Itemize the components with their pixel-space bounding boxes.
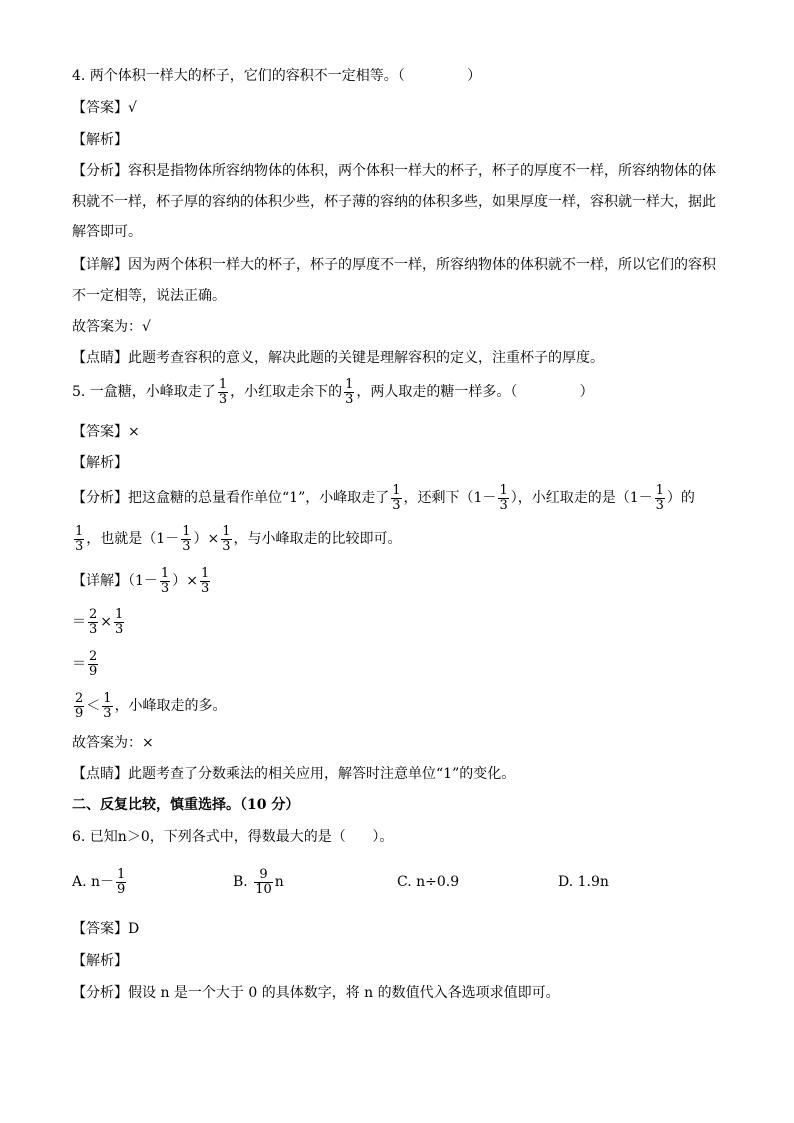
q4-fenxi-line2: 积就不一样，杯子厚的容纳的体积少些，杯子薄的容纳的体积多些，如果厚度一样，容积就一样大，据此	[72, 194, 716, 210]
q6-jiexi: 【解析】	[72, 953, 128, 969]
q6-question: 6. 已知n＞0，下列各式中，得数最大的是（ ）。	[72, 829, 394, 845]
fraction-two-ninths: $\frac{2}{9}$	[75, 690, 84, 721]
q5-question: 5. 一盒糖，小峰取走了 $\frac{1}{3}$ ，小红取走余下的 $\frac{1}{3}$ ，两人取走的糖一样多。（ ）	[72, 376, 594, 407]
fraction-one-third: $\frac{1}{3}$	[655, 482, 664, 513]
q5-jiexi: 【解析】	[72, 455, 128, 471]
q4-fenxi-line1: 【分析】容积是指物体所容纳物体的体积，两个体积一样大的杯子，杯子的厚度不一样，所容纳物体的体	[72, 163, 716, 179]
q4-fenxi-line3: 解答即可。	[72, 224, 142, 240]
q6-option-a: A. n－ $\frac{1}{9}$	[72, 866, 126, 897]
q5-fenxi-line2: $\frac{1}{3}$ ，也就是（1－ $\frac{1}{3}$ ）× $\frac{1}{3}$ ，与小峰取走的比较即可。	[75, 523, 402, 554]
q5-xiangjie-line4: $\frac{2}{9}$ ＜ $\frac{1}{3}$ ，小峰取走的多。	[75, 690, 227, 721]
fraction-one-third: $\frac{1}{3}$	[200, 565, 210, 596]
fraction-one-third: $\frac{1}{3}$	[222, 523, 231, 554]
fraction-two-ninths: $\frac{2}{9}$	[89, 648, 98, 679]
q6-option-c: C. n÷0.9	[397, 874, 460, 890]
fraction-one-third: $\frac{1}{3}$	[218, 376, 228, 407]
q6-option-b: B. $\frac{9}{10}$ n	[233, 866, 284, 897]
q4-final: 故答案为：√	[72, 319, 151, 335]
q5-xiangjie-line2: ＝ $\frac{2}{3}$ × $\frac{1}{3}$	[72, 606, 124, 637]
fraction-one-ninth: $\frac{1}{9}$	[117, 866, 126, 897]
q5-dianjing: 【点睛】此题考查了分数乘法的相关应用，解答时注意单位“1”的变化。	[72, 766, 516, 782]
q4-xiangjie-line2: 不一定相等，说法正确。	[72, 288, 226, 304]
fraction-one-third: $\frac{1}{3}$	[115, 606, 124, 637]
fraction-one-third: $\frac{1}{3}$	[160, 565, 170, 596]
q4-answer: 【答案】√	[72, 100, 137, 116]
fraction-one-third: $\frac{1}{3}$	[103, 690, 112, 721]
q4-dianjing: 【点睛】此题考查容积的意义，解决此题的关键是理解容积的定义，注重杯子的厚度。	[72, 350, 604, 366]
fraction-nine-tenths: $\frac{9}{10}$	[255, 866, 272, 897]
q4-question: 4. 两个体积一样大的杯子，它们的容积不一定相等。（ ）	[72, 68, 482, 84]
q5-final: 故答案为：×	[72, 735, 154, 751]
q4-jiexi: 【解析】	[72, 132, 128, 148]
q6-option-d: D. 1.9n	[558, 874, 609, 890]
fraction-one-third: $\frac{1}{3}$	[182, 523, 191, 554]
q6-fenxi: 【分析】假设 n 是一个大于 0 的具体数字，将 n 的数值代入各选项求值即可。	[72, 985, 560, 1001]
q5-answer: 【答案】×	[72, 424, 140, 440]
section-2-title: 二、反复比较，慎重选择。（10 分）	[72, 797, 300, 813]
fraction-one-third: $\frac{1}{3}$	[392, 482, 401, 513]
q4-xiangjie-line1: 【详解】因为两个体积一样大的杯子，杯子的厚度不一样，所容纳物体的体积就不一样，所以它们的容积	[72, 257, 716, 273]
q5-xiangjie-line3: ＝ $\frac{2}{9}$	[72, 648, 98, 679]
fraction-one-third: $\frac{1}{3}$	[75, 523, 84, 554]
fraction-one-third: $\frac{1}{3}$	[499, 482, 508, 513]
fraction-two-thirds: $\frac{2}{3}$	[89, 606, 98, 637]
q5-xiangjie-line1: 【详解】（1－ $\frac{1}{3}$ ）× $\frac{1}{3}$	[72, 565, 210, 596]
fraction-one-third: $\frac{1}{3}$	[345, 376, 354, 407]
q6-answer: 【答案】D	[72, 921, 140, 937]
q5-fenxi-line1: 【分析】把这盒糖的总量看作单位“1”，小峰取走了 $\frac{1}{3}$ ，还剩下（1－ $\frac{1}{3}$ ），小红取走的是（1－ $\frac{1}{3}$ ）的	[72, 482, 695, 513]
